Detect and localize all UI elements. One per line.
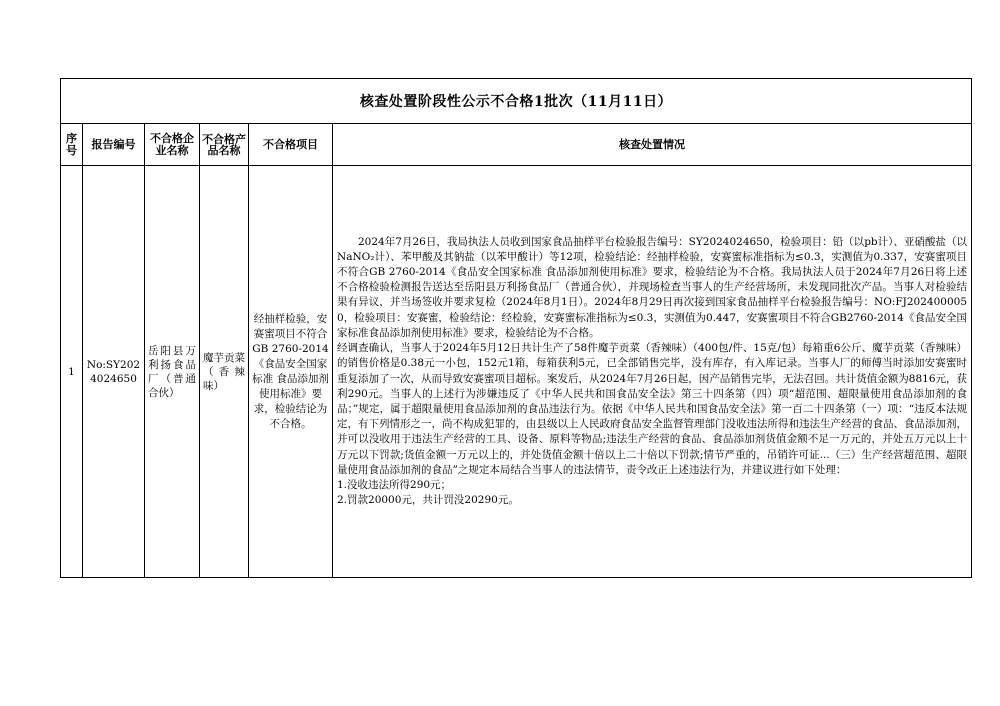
header-item: 不合格项目 bbox=[249, 124, 333, 166]
penalty-item-2: 2.罚款20000元，共计罚没20290元。 bbox=[337, 494, 519, 507]
header-product: 不合格产品名称 bbox=[200, 124, 249, 166]
penalty-item-1: 1.没收违法所得290元； bbox=[337, 478, 452, 491]
row-report-no: No:SY2024024650 bbox=[83, 166, 145, 578]
table-row bbox=[61, 166, 972, 578]
row-item: 经抽样检验，安赛蜜项目不符合GB 2760-2014《食品安全国家标准 食品添加剂使用标准》要求，检验结论为不合格。 bbox=[249, 166, 333, 578]
disposal-table bbox=[60, 78, 972, 578]
header-handling: 核查处置情况 bbox=[333, 124, 972, 166]
row-seq: 1 bbox=[61, 166, 83, 578]
title-row bbox=[61, 79, 972, 124]
row-enterprise: 岳阳县万利扬食品厂（普通合伙） bbox=[145, 166, 200, 578]
header-seq: 序号 bbox=[61, 124, 83, 166]
handling-paragraph-2: 经调查确认，当事人于2024年5月12日共计生产了58件魔芋贡菜（香辣味）（400包/件、15克/包）每箱重6公斤、魔芋贡菜（香辣味）的销售价格是0.38元一小包，152元1箱，每箱获利5元，已全部销售完毕，没有库存，有入库记录。当事人厂的师傅当时添加安赛蜜时重复添加了一次，从而导致安赛蜜项目超标。案发后，从2024年7月26日起，因产品销售完毕，无法召回。共计货值金额为8816元，获利290元。当事人的上述行为涉嫌违反了《中华人民共和国食品安全法》第三十四条第（四）项“超范围、超限量使用食品添加剂的食品；”规定，属于超限量使用食品添加剂的食品违法行为。依据《中华人民共和国食品安全法》第一百二十四条第（一）项：“违反本法规定，有下列情形之一，尚不构成犯罪的，由县级以上人民政府食品安全监督管理部门没收违法所得和违法生产经营的食品、食品添加剂，并可以没收用于违法生产经营的工具、设备、原料等物品;违法生产经营的食品、食品添加剂货值金额不足一万元的，并处五万元以上十万元以下罚款;货值金额一万元以上的，并处货值金额十倍以上二十倍以下罚款;情节严重的，吊销许可证...（三）生产经营超范围、超限量使用食品添加剂的食品”之规定本局结合当事人的违法情节，责令改正上述违法行为，并建议进行如下处理： bbox=[337, 342, 967, 476]
header-enterprise: 不合格企业名称 bbox=[145, 124, 200, 166]
row-product: 魔芋贡菜（香辣味） bbox=[200, 166, 249, 578]
row-handling bbox=[333, 166, 972, 578]
header-report-no: 报告编号 bbox=[83, 124, 145, 166]
header-row bbox=[61, 124, 972, 166]
table-title: 核查处置阶段性公示不合格1批次（11月11日） bbox=[61, 79, 972, 124]
handling-paragraph-1: 2024年7月26日，我局执法人员收到国家食品抽样平台检验报告编号：SY2024024650，检验项目：铅（以pb计）、亚硝酸盐（以NaNO₂计）、苯甲酸及其钠盐（以苯甲酸计）等12项，检验结论：经抽样检验，安赛蜜标准指标为≤0.3，实测值为0.337，安赛蜜项目不符合GB 2760-2014《食品安全国家标准 食品添加剂使用标准》要求，检验结论为不合格。我局执法人员于2024年7月26日将上述不合格检验检测报告送达至岳阳县万利扬食品厂（普通合伙），并现场检查当事人的生产经营场所，未发现同批次产品。当事人对检验结果有异议，并当场签收并要求复检（2024年8月1日）。2024年8月29日再次接到国家食品抽样平台检验报告编号：NO:FJ2024000050，检验项目：安赛蜜，检验结论：经检验，安赛蜜标准指标为≤0.3，实测值为0.447，安赛蜜项目不符合GB2760-2014《食品安全国家标准食品添加剂使用标准》要求，检验结论为不合格。 bbox=[337, 235, 967, 339]
